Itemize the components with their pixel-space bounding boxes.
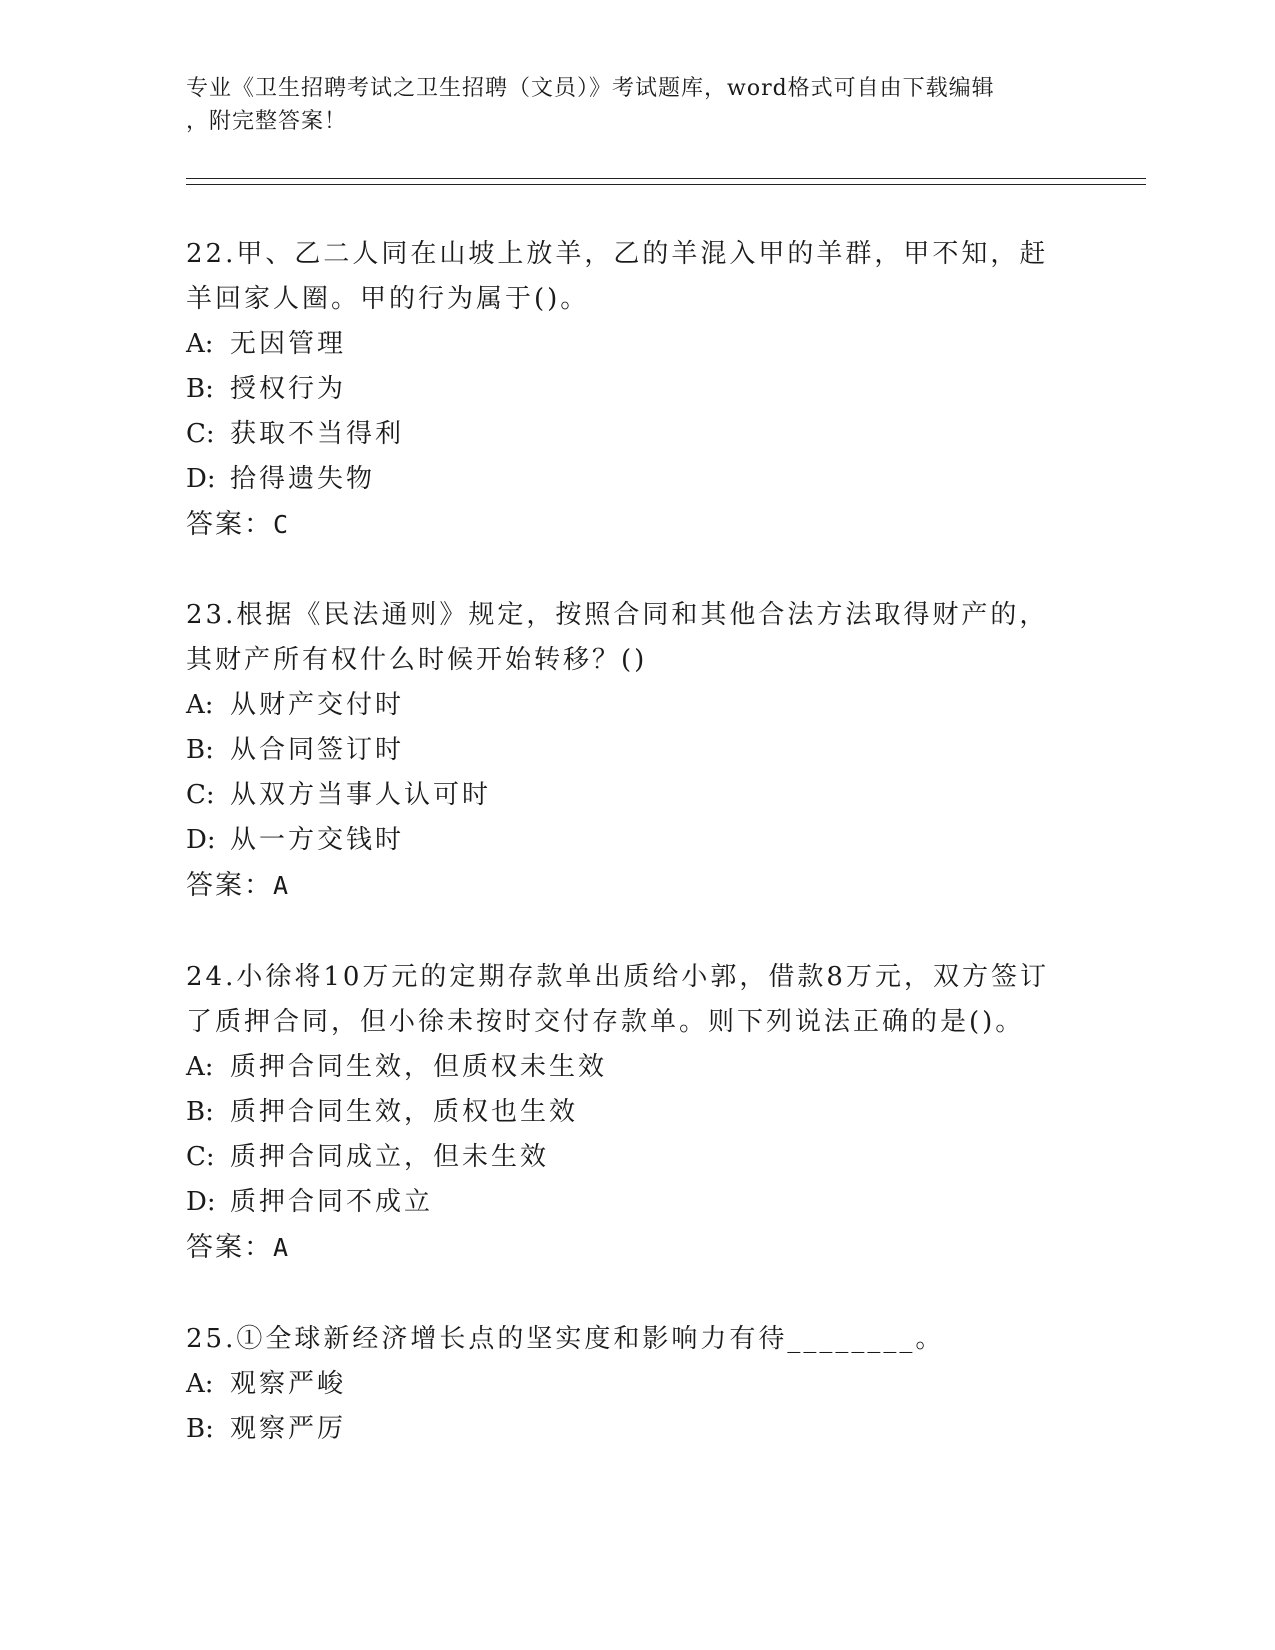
option-c [186, 1135, 1066, 1180]
document-header [186, 72, 1066, 138]
option-text: 获取不当得利 [230, 419, 405, 449]
option-letter: D: [186, 825, 216, 855]
option-letter: A: [186, 690, 214, 720]
option-letter: B: [186, 1097, 214, 1127]
option-b [186, 1407, 1066, 1452]
option-letter: B: [186, 735, 214, 765]
option-d [186, 1180, 1066, 1225]
question-22 [186, 232, 1066, 547]
header-divider-top [186, 178, 1146, 179]
option-text: 从一方交钱时 [230, 825, 405, 855]
option-b [186, 1090, 1066, 1135]
answer-line [186, 1225, 1066, 1270]
answer-label: 答案： [186, 1232, 273, 1263]
option-text: 从合同签订时 [230, 735, 405, 765]
question-23 [186, 593, 1066, 908]
option-text: 拾得遗失物 [230, 464, 376, 494]
option-b [186, 367, 1066, 412]
question-24 [186, 955, 1066, 1270]
option-c [186, 412, 1066, 457]
question-25 [186, 1317, 1066, 1452]
answer-value: A [273, 1233, 291, 1262]
header-line-1: 专业《卫生招聘考试之卫生招聘（文员）》考试题库，word格式可自由下载编辑 [186, 76, 995, 101]
option-letter: A: [186, 329, 214, 359]
question-stem: 23.根据《民法通则》规定，按照合同和其他合法方法取得财产的，其财产所有权什么时候开始转移？() [186, 600, 1049, 675]
option-text: 观察严峻 [230, 1369, 347, 1399]
answer-label: 答案： [186, 509, 273, 540]
answer-line [186, 502, 1066, 547]
option-letter: B: [186, 1414, 214, 1444]
option-text: 质押合同不成立 [230, 1187, 434, 1217]
option-a [186, 1362, 1066, 1407]
question-stem: 22.甲、乙二人同在山坡上放羊，乙的羊混入甲的羊群，甲不知，赶羊回家人圈。甲的行为属于()。 [186, 239, 1049, 314]
option-text: 质押合同生效，但质权未生效 [230, 1052, 608, 1082]
option-a [186, 322, 1066, 367]
answer-value: A [273, 871, 291, 900]
option-text: 授权行为 [230, 374, 347, 404]
option-text: 质押合同生效，质权也生效 [230, 1097, 579, 1127]
option-letter: D: [186, 464, 216, 494]
option-a [186, 683, 1066, 728]
option-letter: A: [186, 1052, 214, 1082]
option-letter: C: [186, 1142, 215, 1172]
question-stem: 24.小徐将10万元的定期存款单出质给小郭，借款8万元，双方签订了质押合同，但小徐未按时交付存款单。则下列说法正确的是()。 [186, 962, 1049, 1037]
header-line-2: ，附完整答案！ [186, 109, 348, 134]
option-text: 从财产交付时 [230, 690, 405, 720]
option-text: 质押合同成立，但未生效 [230, 1142, 550, 1172]
option-a [186, 1045, 1066, 1090]
answer-line [186, 863, 1066, 908]
answer-label: 答案： [186, 870, 273, 901]
option-d [186, 457, 1066, 502]
option-letter: B: [186, 374, 214, 404]
option-letter: C: [186, 780, 215, 810]
option-c [186, 773, 1066, 818]
header-divider-bottom [186, 184, 1146, 185]
option-text: 观察严厉 [230, 1414, 347, 1444]
option-letter: C: [186, 419, 215, 449]
answer-value: C [273, 510, 291, 539]
option-text: 无因管理 [230, 329, 347, 359]
option-d [186, 818, 1066, 863]
option-letter: D: [186, 1187, 216, 1217]
option-text: 从双方当事人认可时 [230, 780, 492, 810]
question-stem: 25.①全球新经济增长点的坚实度和影响力有待________。 [186, 1324, 945, 1354]
option-b [186, 728, 1066, 773]
option-letter: A: [186, 1369, 214, 1399]
